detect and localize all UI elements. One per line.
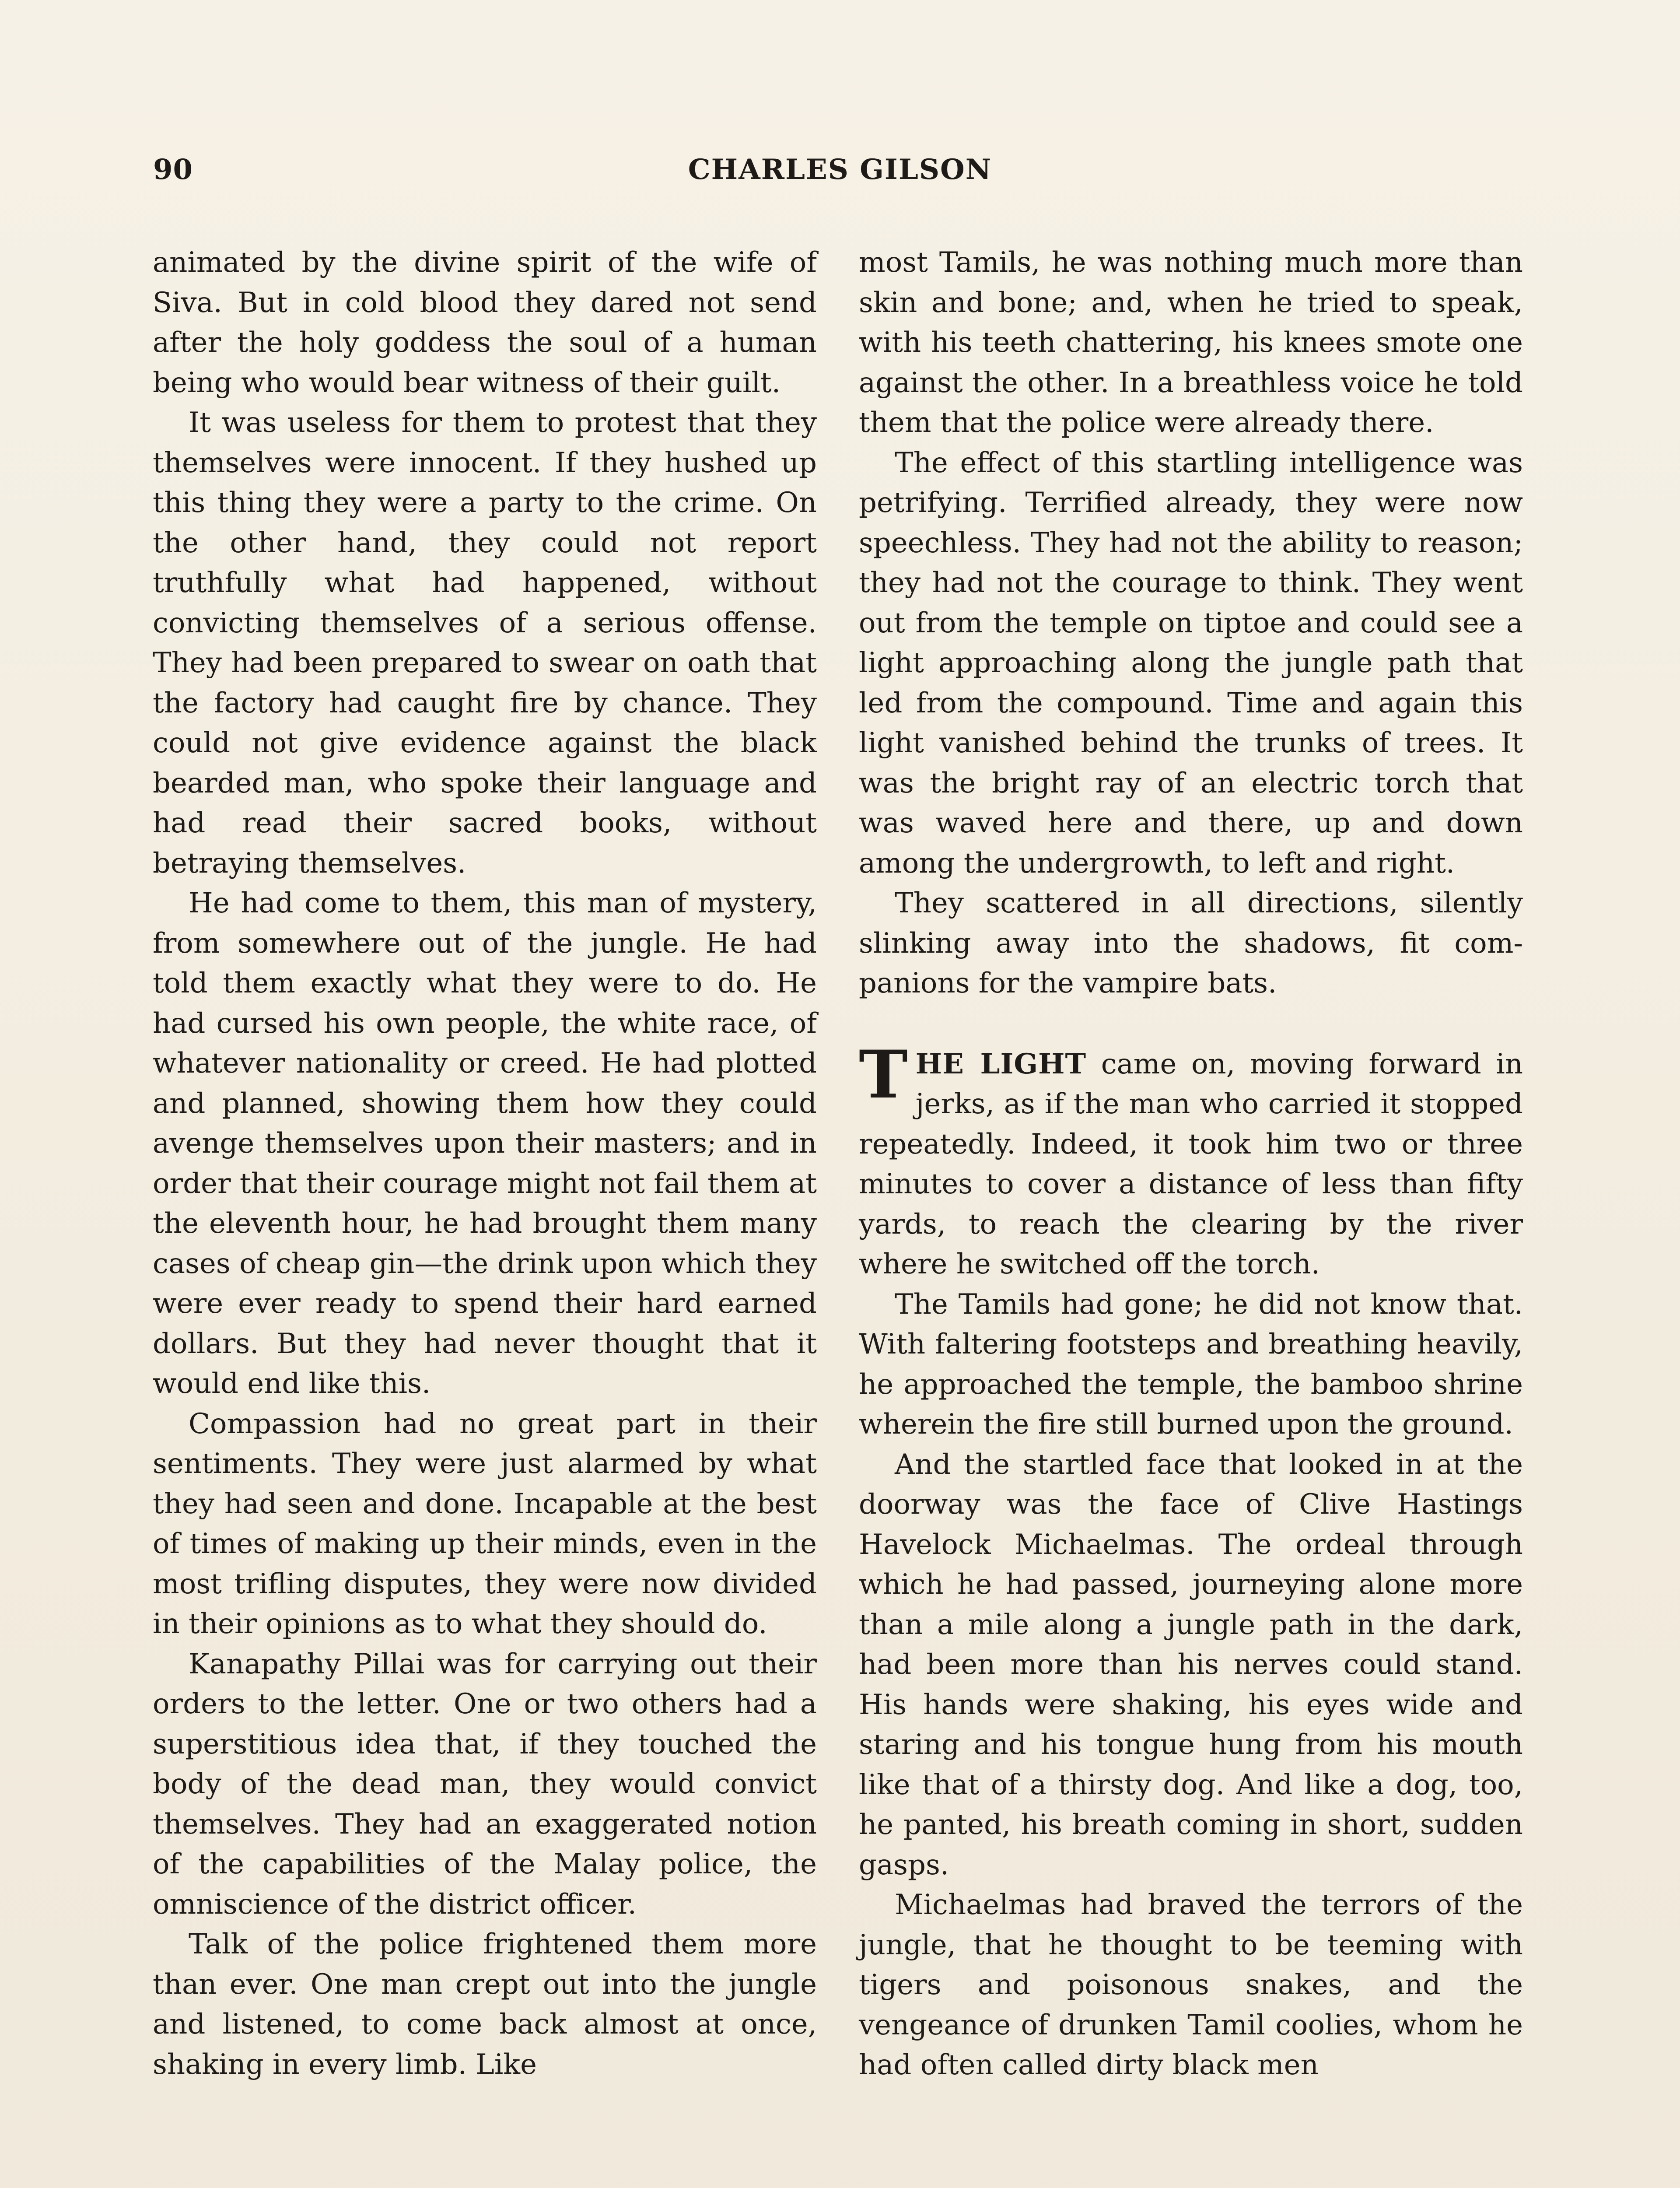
paragraph-right-5: The Tamils had gone; he did not know that. With faltering footsteps and breathing heavily, he approached the temple, the bamboo shrine wherein the fire still burned upon the ground. — [859, 1288, 1523, 1441]
section-opening-text: came on, moving forward in jerks, as if the man who carried it stopped repeatedly. Indeed, it took him two or three minutes to cover a distance of less than fifty yards, to reach the clearing by the river where he switched off the torch. — [859, 1048, 1523, 1280]
paragraph-left-6: Talk of the police frightened them more than ever. One man crept out into the jungle and listened, to come back almost at once, shaking in every limb. Like — [153, 1928, 817, 2081]
paragraph-left-5: Kanapathy Pillai was for carrying out their orders to the letter. One or two others had a superstitious idea that, if they touched the body of the dead man, they would convict themselves. They had an exaggerated notion of the capabilities of the Malay police, the omniscience of the district officer. — [153, 1648, 817, 1921]
left-text-column — [153, 243, 817, 2085]
paragraph-right-3: They scattered in all directions, silently slinking away into the shadows, fit companions for the vampire bats. — [859, 887, 1523, 999]
paragraph-left-2: It was useless for them to protest that they themselves were innocent. If they hushed up this thing they were a party to the crime. On the other hand, they could not report truthfully what had happened, without convicting themselves of a serious offense. They had been prepared to swear on oath that the factory had caught fire by chance. They could not give evidence against the black bearded man, who spoke their language and had read their sacred books, without betraying themselves. — [153, 407, 817, 880]
paragraph-right-7: Michaelmas had braved the terrors of the jungle, that he thought to be teeming with tigers and poisonous snakes, and the vengeance of drunken Tamil coolies, whom he had often called dirty black men — [859, 1889, 1523, 2081]
drop-cap: T — [859, 1036, 908, 1113]
page-number: 90 — [153, 153, 193, 186]
page-header — [153, 153, 1527, 197]
paragraph-right-6: And the startled face that looked in at the doorway was the face of Clive Hastings Havelock Michaelmas. The ordeal through which he had passed, journeying alone more than a mile along a jungle path in the dark, had been more than his nerves could stand. His hands were shaking, his eyes wide and staring and his tongue hung from his mouth like that of a thirsty dog. And like a dog, too, he panted, his breath coming in short, sudden gasps. — [859, 1448, 1523, 1881]
right-text-column — [859, 243, 1523, 2086]
paragraph-left-1: animated by the divine spirit of the wife of Siva. But in cold blood they dared not send after the holy goddess the soul of a human being who would bear witness of their guilt. — [153, 246, 817, 399]
running-head: CHARLES GILSON — [688, 153, 992, 186]
paragraph-left-3: He had come to them, this man of mystery, from somewhere out of the jungle. He had told them exactly what they were to do. He had cursed his own people, the white race, of whatever nationality or creed. He had plotted and planned, showing them how they could avenge themselves upon their masters; and in order that their courage might not fail them at the eleventh hour, he had brought them many cases of cheap gin—the drink upon which they were ever ready to spend their hard earned dollars. But they had never thought that it would end like this. — [153, 887, 817, 1400]
paragraph-left-4: Compassion had no great part in their sentiments. They were just alarmed by what they had seen and done. Incapable at the best of times of making up their minds, even in the most trifling disputes, they were now divided in their opinions as to what they should do. — [153, 1407, 817, 1640]
paragraph-right-2: The effect of this startling intelligence was petrifying. Terrified already, they were now speechless. They had not the ability to reason; they had not the courage to think. They went out from the temple on tiptoe and could see a light approaching along the jungle path that led from the compound. Time and again this light vanished behind the trunks of trees. It was the bright ray of an electric torch that was waved here and there, up and down among the undergrowth, to left and right. — [859, 446, 1523, 880]
section-lead-in: HE LIGHT — [915, 1047, 1087, 1080]
paragraph-right-1: most Tamils, he was nothing much more than skin and bone; and, when he tried to speak, with his teeth chattering, his knees smote one against the other. In a breathless voice he told them that the police were already there. — [859, 246, 1523, 439]
section-break — [859, 1004, 1523, 1044]
section-opening-paragraph — [859, 1036, 1523, 1285]
